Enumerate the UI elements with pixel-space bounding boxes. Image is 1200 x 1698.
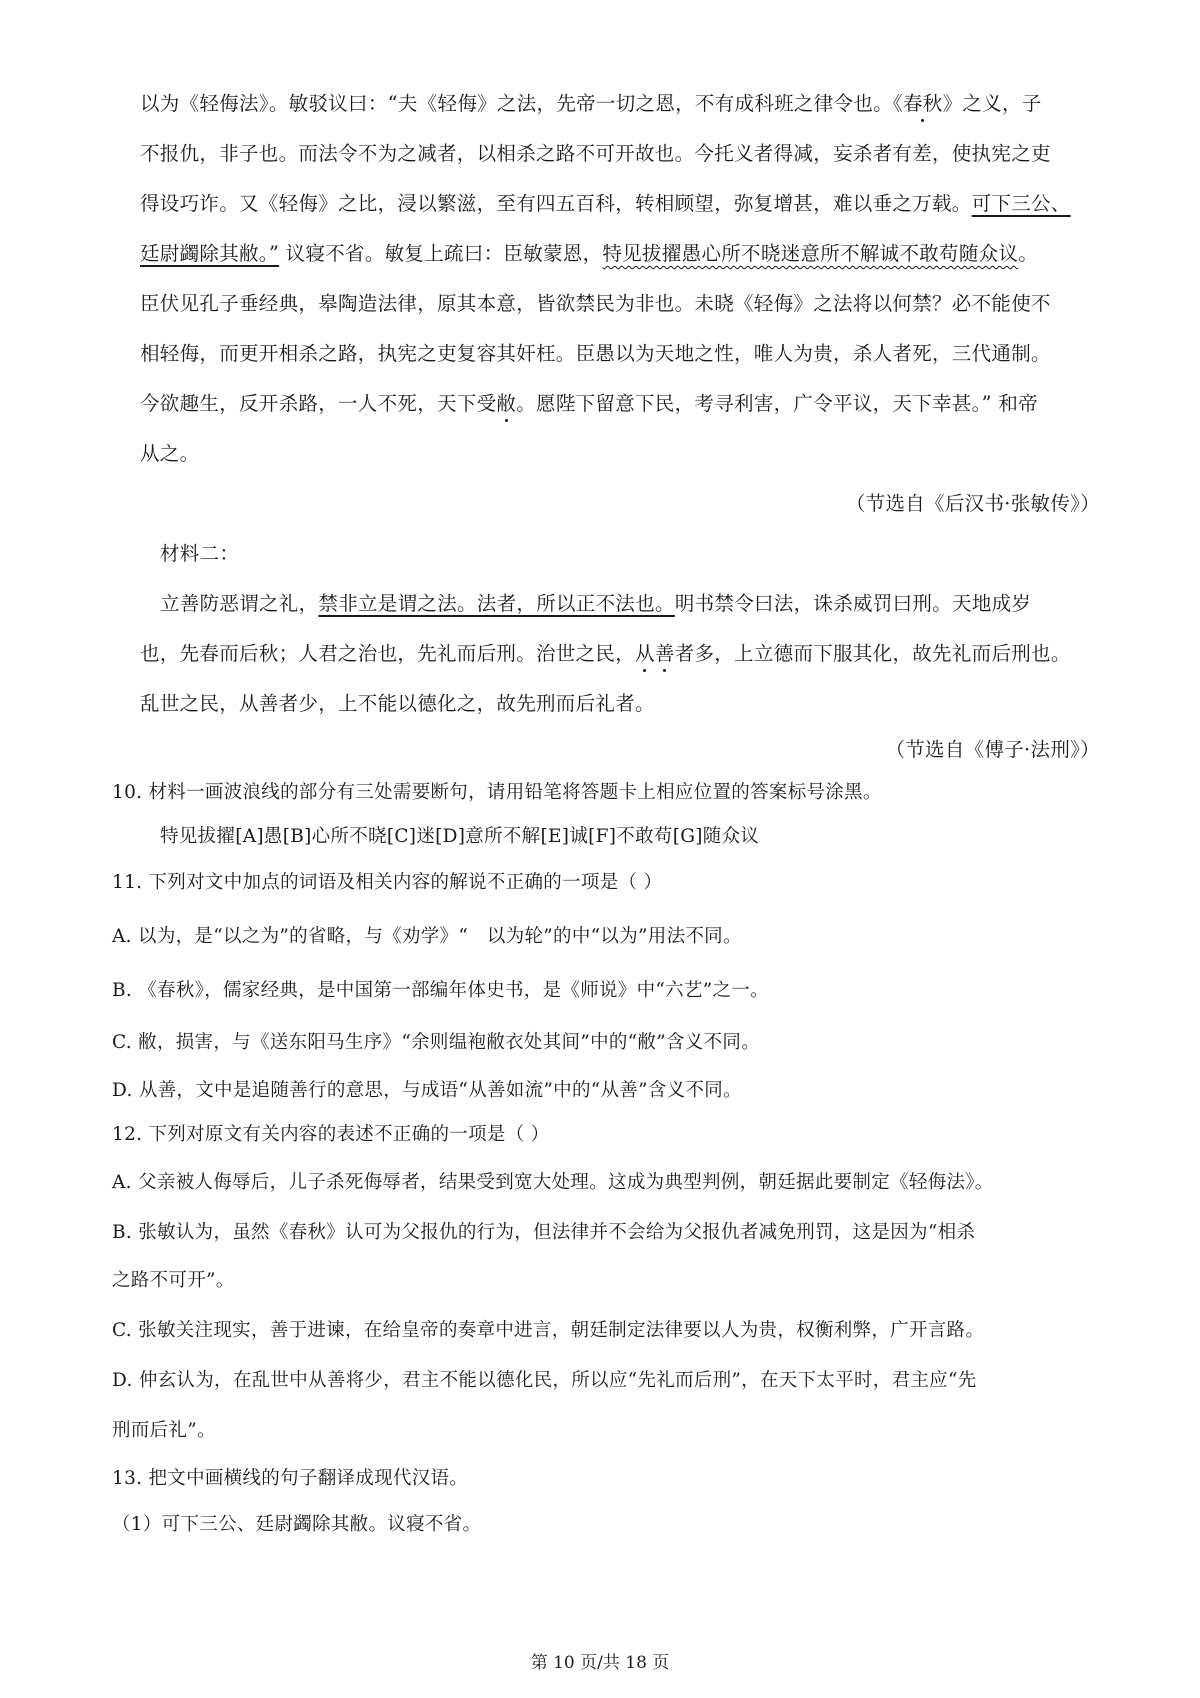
text-span: 。愿陛下留意下民，考寻利害，广令平议，天下幸甚。” 和帝	[516, 392, 1039, 415]
text-span: 议寝不省。敏复上疏曰：臣敏蒙恩，	[279, 242, 603, 265]
text-span: 者多，上立德而下服其化，故先礼而后刑也。	[674, 642, 1071, 665]
question-12-option-b-line-2: 之路不可开”。	[112, 1270, 235, 1291]
passage1-line-8: 从之。	[140, 442, 200, 465]
passage1-line-5: 臣伏见孔子垂经典，皋陶造法律，原其本意，皆欲禁民为非也。未晓《轻侮》之法将以何禁？必不能使不	[140, 292, 1051, 315]
question-11-stem: 11. 下列对文中加点的词语及相关内容的解说不正确的一项是（ ）	[112, 872, 663, 893]
passage1-line-4	[140, 238, 1100, 266]
passage1-line-6: 相轻侮，而更开相杀之路，执宪之吏复容其奸枉。臣愚以为天地之性，唯人为贵，杀人者死，三代通制。	[140, 342, 1051, 365]
question-12-option-b-line-1: B. 张敏认为，虽然《春秋》认可为父报仇的行为，但法律并不会给为父报仇者减免刑罚，这是因为“相杀	[112, 1222, 976, 1243]
question-11-option-d: D. 从善，文中是追随善行的意思，与成语“从善如流”中的“从善”含义不同。	[112, 1080, 742, 1101]
wavy-underlined-sentence: 特见拔擢愚心所不晓迷意所不解诚不敢苟随众议	[602, 242, 1019, 265]
passage1-line-3	[140, 188, 1100, 216]
passage2-line-3: 乱世之民，从善者少，上不能以德化之，故先刑而后礼者。	[140, 692, 655, 715]
underlined-sentence: 廷尉蠲除其敝。”	[140, 242, 280, 265]
passage1-line-1	[140, 88, 1100, 116]
text-span: 明书禁令曰法，诛杀威罚曰刑。天地成岁	[674, 592, 1032, 615]
text-span: 以为《轻侮法》。敏驳议曰：“夫《轻侮》之法，先帝一切之恩，不有成科班之律令也。《	[140, 92, 903, 115]
passage1-line-2: 不报仇，非子也。而法令不为之减者，以相杀之路不可开故也。今托义者得减，妄杀者有差，使执宪之吏	[140, 142, 1051, 165]
passage2-line-1	[160, 588, 1120, 616]
question-10-stem: 10. 材料一画波浪线的部分有三处需要断句，请用铅笔将答题卡上相应位置的答案标号涂黑。	[112, 782, 882, 803]
text-span: 》之义，子	[942, 92, 1042, 115]
dotted-word-shan: 善	[654, 642, 675, 665]
passage1-line-7	[140, 388, 1100, 416]
question-11-option-c: C. 敝，损害，与《送东阳马生序》“余则缊袍敝衣处其间”中的“敝”含义不同。	[112, 1032, 760, 1053]
text-span: 今欲趣生，反开杀路，一人不死，天下受	[140, 392, 497, 415]
dotted-word-cong: 从	[635, 642, 655, 665]
question-11-option-a: A. 以为，是“以之为”的省略，与《劝学》“ 以为轮”的中“以为”用法不同。	[112, 926, 742, 947]
question-12-option-d-line-1: D. 仲玄认为，在乱世中从善将少，君主不能以德化民，所以应“先礼而后刑”，在天下太平时，君主应“先	[112, 1370, 977, 1391]
text-span: 也，先春而后秋；人君之治也，先礼而后刑。治世之民，	[140, 642, 636, 665]
passage2-line-2	[140, 638, 1100, 666]
text-span: 立善防恶谓之礼，	[160, 592, 319, 615]
question-11-option-b: B. 《春秋》，儒家经典，是中国第一部编年体史书，是《师说》中“六艺”之一。	[112, 980, 769, 1001]
passage1-source: （节选自《后汉书·张敏传》）	[845, 492, 1100, 515]
question-12-option-a: A. 父亲被人侮辱后，儿子杀死侮辱者，结果受到宽大处理。这成为典型判例，朝廷据此要制定《轻侮法》。	[112, 1172, 994, 1193]
question-12-option-c: C. 张敏关注现实，善于进谏，在给皇帝的奏章中进言，朝廷制定法律要以人为贵，权衡利弊，广开言路。	[112, 1320, 985, 1341]
text-span: 。	[1018, 242, 1039, 265]
question-10-options: 特见拔擢[A]愚[B]心所不晓[C]迷[D]意所不解[E]诚[F]不敢苟[G]随众议	[160, 826, 760, 847]
question-12-stem: 12. 下列对原文有关内容的表述不正确的一项是（ ）	[112, 1124, 550, 1145]
passage2-source: （节选自《傅子·法刑》）	[885, 738, 1100, 761]
question-13-sub-1: （1）可下三公、廷尉蠲除其敝。议寝不省。	[112, 1514, 482, 1535]
underlined-sentence: 禁非立是谓之法。法者，所以正不法也。	[318, 592, 675, 615]
question-13-stem: 13. 把文中画横线的句子翻译成现代汉语。	[112, 1468, 469, 1489]
page-number-footer: 第 10 页/共 18 页	[530, 1653, 670, 1673]
dotted-word-chunqiu: 春秋	[902, 92, 943, 115]
dotted-word-bi: 敝	[496, 392, 517, 415]
text-span: 得设巧诈。又《轻侮》之比，浸以繁滋，至有四五百科，转相顾望，弥复增甚，难以垂之万载。	[140, 192, 972, 215]
underlined-sentence: 可下三公、	[971, 192, 1071, 215]
passage2-label: 材料二：	[160, 542, 240, 565]
question-12-option-d-line-2: 刑而后礼”。	[112, 1420, 216, 1441]
